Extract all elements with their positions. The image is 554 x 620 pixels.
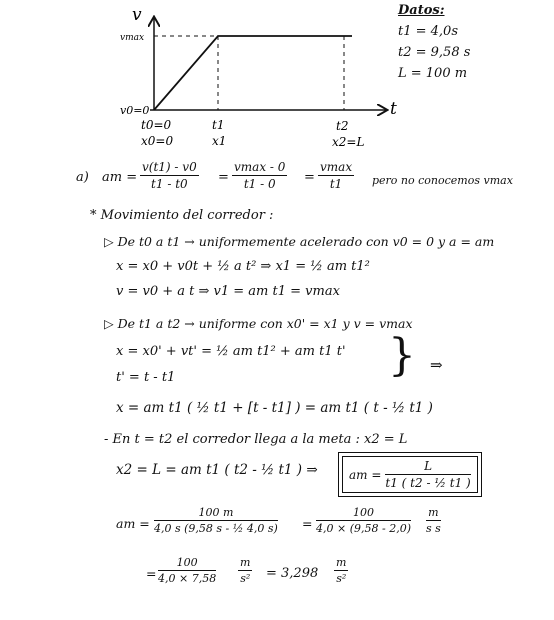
goal-line: - En t = t2 el corredor llega a la meta : x2 = L (104, 432, 408, 447)
tick-t1: t1 (212, 118, 225, 132)
numeric-eq2: = (146, 566, 157, 581)
part-a-f2-den: t1 - 0 (243, 177, 276, 191)
numeric-unit-3-den: s² (336, 572, 347, 585)
numeric-f1-den: 4,0 s (9,58 s - ½ 4,0 s) (154, 522, 278, 535)
numeric-result: = 3,298 (266, 566, 319, 581)
part-a-eq1: = (218, 170, 229, 185)
numeric-lhs: am = (116, 516, 150, 531)
segment-2-arrow: ⇒ (430, 356, 443, 374)
vmax-label: vmax (120, 33, 145, 43)
tick-x0: x0=0 (141, 134, 174, 148)
part-a-fraction-1 (140, 160, 199, 191)
numeric-fraction-1 (154, 506, 278, 535)
tick-t0: t0=0 (141, 118, 172, 132)
numeric-unit-2-num: m (240, 556, 251, 569)
datos-block (398, 0, 470, 84)
tick-x2: x2=L (332, 135, 365, 149)
segment-2-title: ▷ De t1 a t2 → uniforme con x0' = x1 y v = vmax (104, 316, 413, 331)
segment-1-position-eq: x = x0 + v0t + ½ a t² ⇒ x1 = ½ am t1² (116, 259, 370, 274)
part-a-f1-num: v(t1) - v0 (142, 160, 197, 174)
boxed-fraction (385, 459, 470, 490)
part-a-f3-den: t1 (329, 177, 343, 191)
segment-2-time-eq: t' = t - t1 (116, 370, 176, 385)
numeric-f3-den: 4,0 × 7,58 (158, 572, 217, 585)
tick-x1: x1 (212, 134, 227, 148)
part-a-label: a) (76, 170, 89, 185)
goal-equation: x2 = L = am t1 ( t2 - ½ t1 ) ⇒ (116, 462, 318, 478)
numeric-eq1: = (302, 516, 313, 531)
part-a-fraction-3 (318, 160, 354, 191)
system-brace: } (388, 330, 416, 381)
segment-1-velocity-eq: v = v0 + a t ⇒ v1 = am t1 = vmax (116, 284, 340, 299)
numeric-fraction-3 (158, 556, 216, 585)
numeric-fraction-2 (316, 506, 411, 535)
part-a-f3-num: vmax (320, 160, 353, 174)
datos-t1: t1 = 4,0s (398, 24, 458, 39)
numeric-unit-1-den: s s (426, 522, 441, 535)
numeric-f2-num: 100 (316, 506, 411, 521)
numeric-unit-3 (334, 556, 348, 585)
numeric-f2-den: 4,0 × (9,58 - 2,0) (316, 522, 411, 535)
tick-t2: t2 (336, 119, 349, 133)
y-axis-label: v (132, 5, 142, 25)
numeric-unit-2-den: s² (240, 572, 251, 585)
segment-1-title: ▷ De t0 a t1 → uniformemente acelerado con v0 = 0 y a = am (104, 234, 495, 249)
part-a-eq2: = (304, 170, 315, 185)
part-a-f2-num: vmax - 0 (234, 160, 286, 174)
part-a-note: pero no conocemos vmax (372, 174, 513, 187)
part-a-fraction-2 (232, 160, 287, 191)
boxed-lhs: am = (349, 467, 382, 482)
numeric-f1-num: 100 m (154, 506, 278, 521)
datos-l: L = 100 m (398, 66, 468, 81)
boxed-den: t1 ( t2 - ½ t1 ) (385, 476, 471, 490)
numeric-unit-3-num: m (336, 556, 347, 569)
movement-title: * Movimiento del corredor : (90, 208, 274, 223)
segment-2-position-eq: x = x0' + vt' = ½ am t1² + am t1 t' (116, 344, 346, 359)
numeric-unit-1-num: m (426, 506, 441, 521)
origin-label: v0=0 (120, 104, 150, 117)
velocity-curve (154, 36, 352, 110)
datos-t2: t2 = 9,58 s (398, 45, 471, 60)
boxed-num: L (385, 459, 470, 475)
boxed-result-inner (342, 456, 478, 493)
numeric-unit-1 (426, 506, 441, 535)
part-a-f1-den: t1 - t0 (151, 177, 188, 191)
segment-2-result-eq: x = am t1 ( ½ t1 + [t - t1] ) = am t1 ( t - ½ t1 ) (116, 400, 433, 416)
numeric-f3-num: 100 (158, 556, 216, 571)
boxed-result (338, 452, 482, 497)
part-a-lhs: am = (102, 170, 138, 185)
x-axis-label: t (390, 99, 397, 119)
datos-title: Datos: (398, 3, 445, 18)
numeric-unit-2 (238, 556, 252, 585)
